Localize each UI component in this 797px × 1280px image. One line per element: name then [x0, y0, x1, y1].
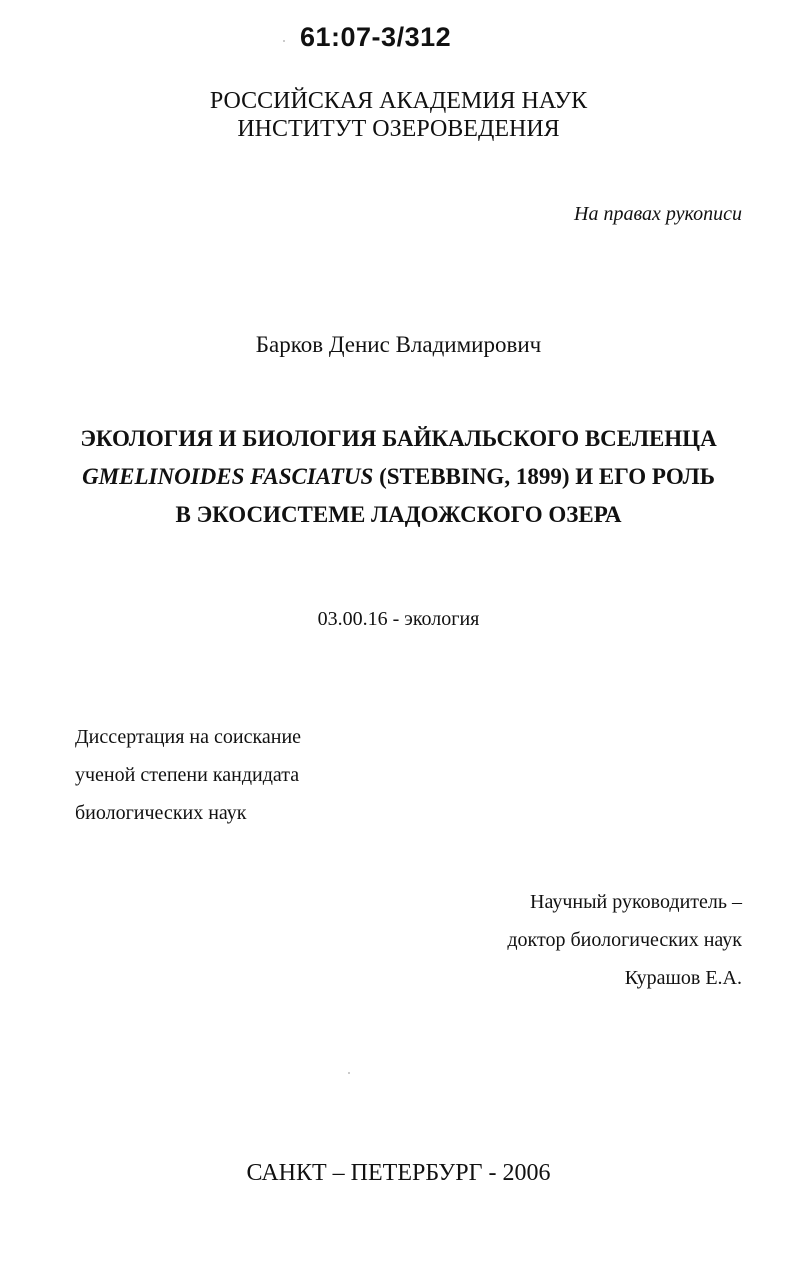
- city-year: САНКТ – ПЕТЕРБУРГ - 2006: [246, 1160, 551, 1186]
- title-line-2-rest: (STEBBING, 1899) И ЕГО РОЛЬ: [373, 464, 715, 489]
- supervisor-line-1: Научный руководитель –: [530, 891, 742, 913]
- dissertation-title: [0, 420, 797, 534]
- manuscript-rights-note: На правах рукописи: [574, 203, 742, 225]
- scan-speck: [283, 40, 285, 42]
- species-name: GMELINOIDES FASCIATUS: [82, 464, 374, 489]
- title-line-3: В ЭКОСИСТЕМЕ ЛАДОЖСКОГО ОЗЕРА: [175, 502, 622, 527]
- degree-line-3: биологических наук: [75, 802, 247, 824]
- dissertation-degree: [75, 718, 301, 832]
- scientific-supervisor: [507, 883, 742, 997]
- title-line-1: ЭКОЛОГИЯ И БИОЛОГИЯ БАЙКАЛЬСКОГО ВСЕЛЕНЦА: [80, 426, 717, 451]
- degree-line-2: ученой степени кандидата: [75, 764, 300, 786]
- degree-line-1: Диссертация на соискание: [75, 726, 302, 748]
- institute-name: ИНСТИТУТ ОЗЕРОВЕДЕНИЯ: [237, 116, 560, 142]
- scan-speck: [348, 1072, 350, 1074]
- supervisor-line-3: Курашов Е.А.: [624, 967, 742, 989]
- organization-name: РОССИЙСКАЯ АКАДЕМИЯ НАУК: [209, 88, 588, 114]
- supervisor-line-2: доктор биологических наук: [507, 929, 742, 951]
- catalog-stamp: 61:07-3/312: [300, 22, 452, 52]
- author-name: Барков Денис Владимирович: [255, 332, 542, 357]
- specialty-code: 03.00.16 - экология: [317, 608, 480, 630]
- title-line-2: [0, 458, 797, 496]
